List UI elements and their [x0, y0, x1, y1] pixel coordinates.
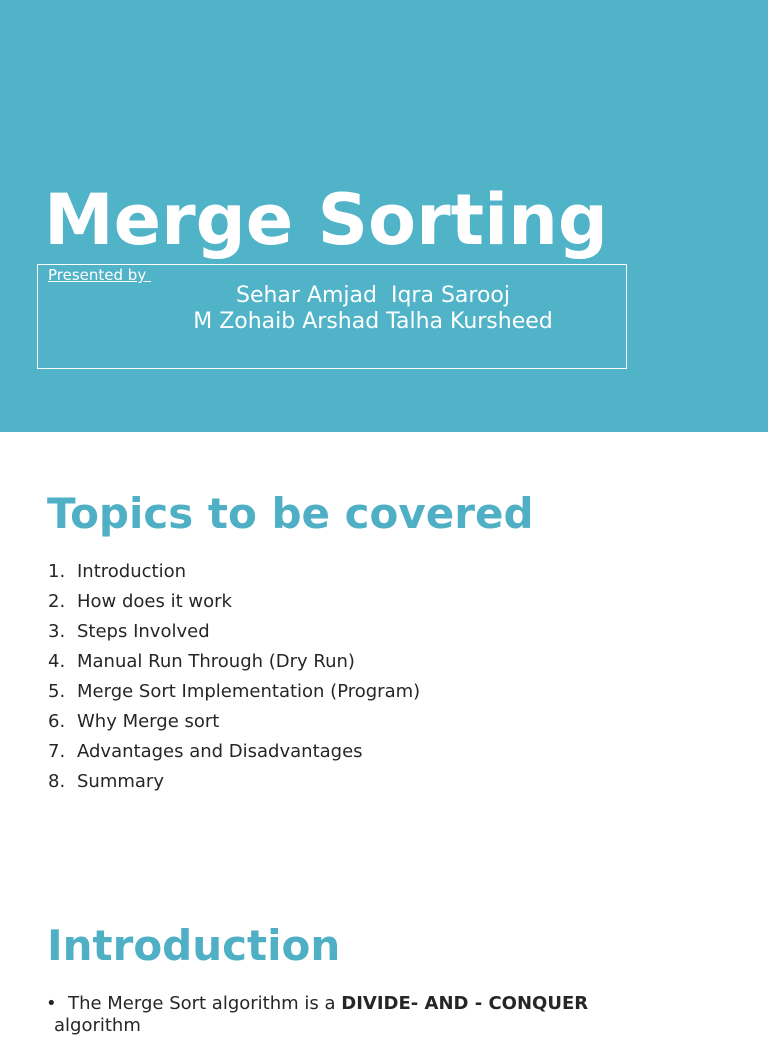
- topic-number: 1.: [48, 561, 66, 582]
- topic-label: Advantages and Disadvantages: [77, 741, 363, 762]
- topics-list: [48, 557, 420, 797]
- topic-label: Manual Run Through (Dry Run): [77, 651, 355, 672]
- topic-number: 2.: [48, 591, 66, 612]
- presenter-names-line-1: Sehar Amjad Iqra Sarooj: [235, 283, 510, 308]
- topic-number: 6.: [48, 711, 66, 732]
- bullet-icon: •: [46, 993, 57, 1014]
- topic-label: How does it work: [77, 591, 232, 612]
- topic-item: [48, 587, 420, 617]
- topic-item: [48, 617, 420, 647]
- bullet-continuation: algorithm: [54, 1015, 141, 1036]
- topic-label: Introduction: [77, 561, 187, 582]
- topic-item: [48, 677, 420, 707]
- presentation-title: Merge Sorting: [44, 179, 609, 261]
- topic-item: [48, 647, 420, 677]
- topic-number: 5.: [48, 681, 66, 702]
- title-slide: [0, 0, 768, 432]
- topic-item: [48, 737, 420, 767]
- topic-item: [48, 557, 420, 587]
- topics-slide: [0, 432, 768, 852]
- topic-item: [48, 767, 420, 797]
- topics-heading: Topics to be covered: [47, 489, 534, 538]
- topic-number: 4.: [48, 651, 66, 672]
- bullet-text: The Merge Sort algorithm is a: [68, 993, 342, 1014]
- bullet-point: [46, 992, 588, 1016]
- presented-by-label: Presented by: [48, 266, 151, 284]
- topic-number: 7.: [48, 741, 66, 762]
- introduction-slide: [0, 900, 768, 1036]
- presenter-box: [37, 264, 627, 369]
- topic-label: Merge Sort Implementation (Program): [77, 681, 421, 702]
- bullet-bold-text: DIVIDE- AND - CONQUER: [341, 993, 589, 1014]
- topic-label: Steps Involved: [77, 621, 210, 642]
- presenter-names-line-2: M Zohaib Arshad Talha Kursheed: [193, 309, 553, 334]
- introduction-heading: Introduction: [47, 921, 341, 970]
- topic-label: Why Merge sort: [77, 711, 220, 732]
- topic-item: [48, 707, 420, 737]
- topic-number: 8.: [48, 771, 66, 792]
- presenter-names: [38, 283, 708, 335]
- topic-number: 3.: [48, 621, 66, 642]
- topic-label: Summary: [77, 771, 164, 792]
